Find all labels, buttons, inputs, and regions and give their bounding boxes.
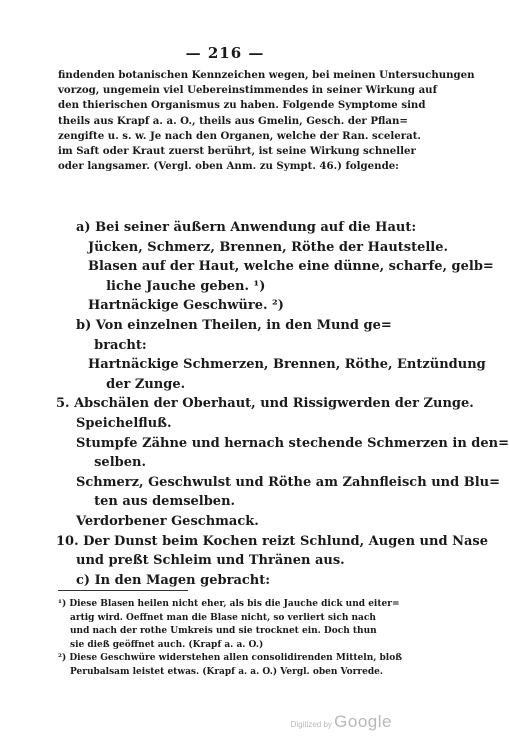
intro-paragraph <box>58 68 475 174</box>
intro-line: im Saft oder Kraut zuerst berührt, ist seine Wirkung schneller <box>58 145 416 158</box>
symptom-line: Schmerz, Geschwulst und Röthe am Zahnfleisch und Blu= <box>76 474 500 490</box>
symptom-line: 5. Abschälen der Oberhaut, und Rissigwerden der Zunge. <box>56 396 474 412</box>
symptom-line: b) Von einzelnen Theilen, in den Mund ge= <box>76 318 392 333</box>
watermark-brand: Google <box>334 712 392 731</box>
footnote-line: ²) Diese Geschwüre widerstehen allen consolidirenden Mitteln, bloß <box>58 653 403 663</box>
symptom-line: Stumpfe Zähne und hernach stechende Schmerzen in den= <box>76 435 509 451</box>
symptom-line: Hartnäckige Geschwüre. ²) <box>88 298 284 314</box>
symptom-line: Hartnäckige Schmerzen, Brennen, Röthe, Entzündung <box>88 357 486 373</box>
symptom-line: ten aus demselben. <box>76 494 236 510</box>
intro-line: den thierischen Organismus zu haben. Folgende Symptome sind <box>58 99 426 112</box>
symptom-line: bracht: <box>76 337 147 353</box>
intro-line: oder langsamer. (Vergl. oben Anm. zu Sympt. 46.) folgende: <box>58 160 399 173</box>
digitized-watermark <box>291 712 392 732</box>
footnote-line: artig wird. Oeffnet man die Blase nicht, so verliert sich nach <box>70 612 376 623</box>
symptom-line: 10. Der Dunst beim Kochen reizt Schlund, Augen und Nase <box>56 533 488 549</box>
footnote-line: Perubalsam leistet etwas. (Krapf a. a. O.) Vergl. oben Vorrede. <box>70 666 384 677</box>
symptom-line: Verdorbener Geschmack. <box>76 514 259 529</box>
intro-line: theils aus Krapf a. a. O., theils aus Gmelin, Gesch. der Pflan= <box>58 114 408 127</box>
intro-line: vorzog, ungemein viel Uebereinstimmendes in seiner Wirkung auf <box>58 84 437 97</box>
page-number: — 216 — <box>185 44 265 62</box>
symptom-line: liche Jauche geben. ¹) <box>88 278 266 294</box>
footnotes <box>58 598 418 679</box>
symptom-line: a) Bei seiner äußern Anwendung auf die Haut: <box>76 220 417 235</box>
watermark-prefix: Digitized by <box>290 720 332 729</box>
symptom-line: Speichelfluß. <box>76 416 172 431</box>
symptom-line: c) In den Magen gebracht: <box>76 572 271 588</box>
footnote-divider <box>58 590 188 591</box>
symptom-line: Blasen auf der Haut, welche eine dünne, scharfe, gelb= <box>88 259 494 275</box>
symptom-line: Jücken, Schmerz, Brennen, Röthe der Hautstelle. <box>88 239 449 255</box>
footnote-line: ¹) Diese Blasen heilen nicht eher, als bis die Jauche dick und eiter= <box>58 599 400 609</box>
footnote-line: sie dieß geöffnet auch. (Krapf a. a. O.) <box>70 639 264 650</box>
symptom-line: der Zunge. <box>88 376 186 392</box>
intro-line: zengifte u. s. w. Je nach den Organen, welche der Ran. scelerat. <box>58 129 421 142</box>
symptom-line: selben. <box>76 455 146 471</box>
intro-line: findenden botanischen Kennzeichen wegen, bei meinen Untersuchungen <box>58 69 475 81</box>
symptom-line: und preßt Schleim und Thränen aus. <box>76 553 345 569</box>
footnote-line: und nach der rothe Umkreis und sie trocknet ein. Doch thun <box>70 626 377 636</box>
